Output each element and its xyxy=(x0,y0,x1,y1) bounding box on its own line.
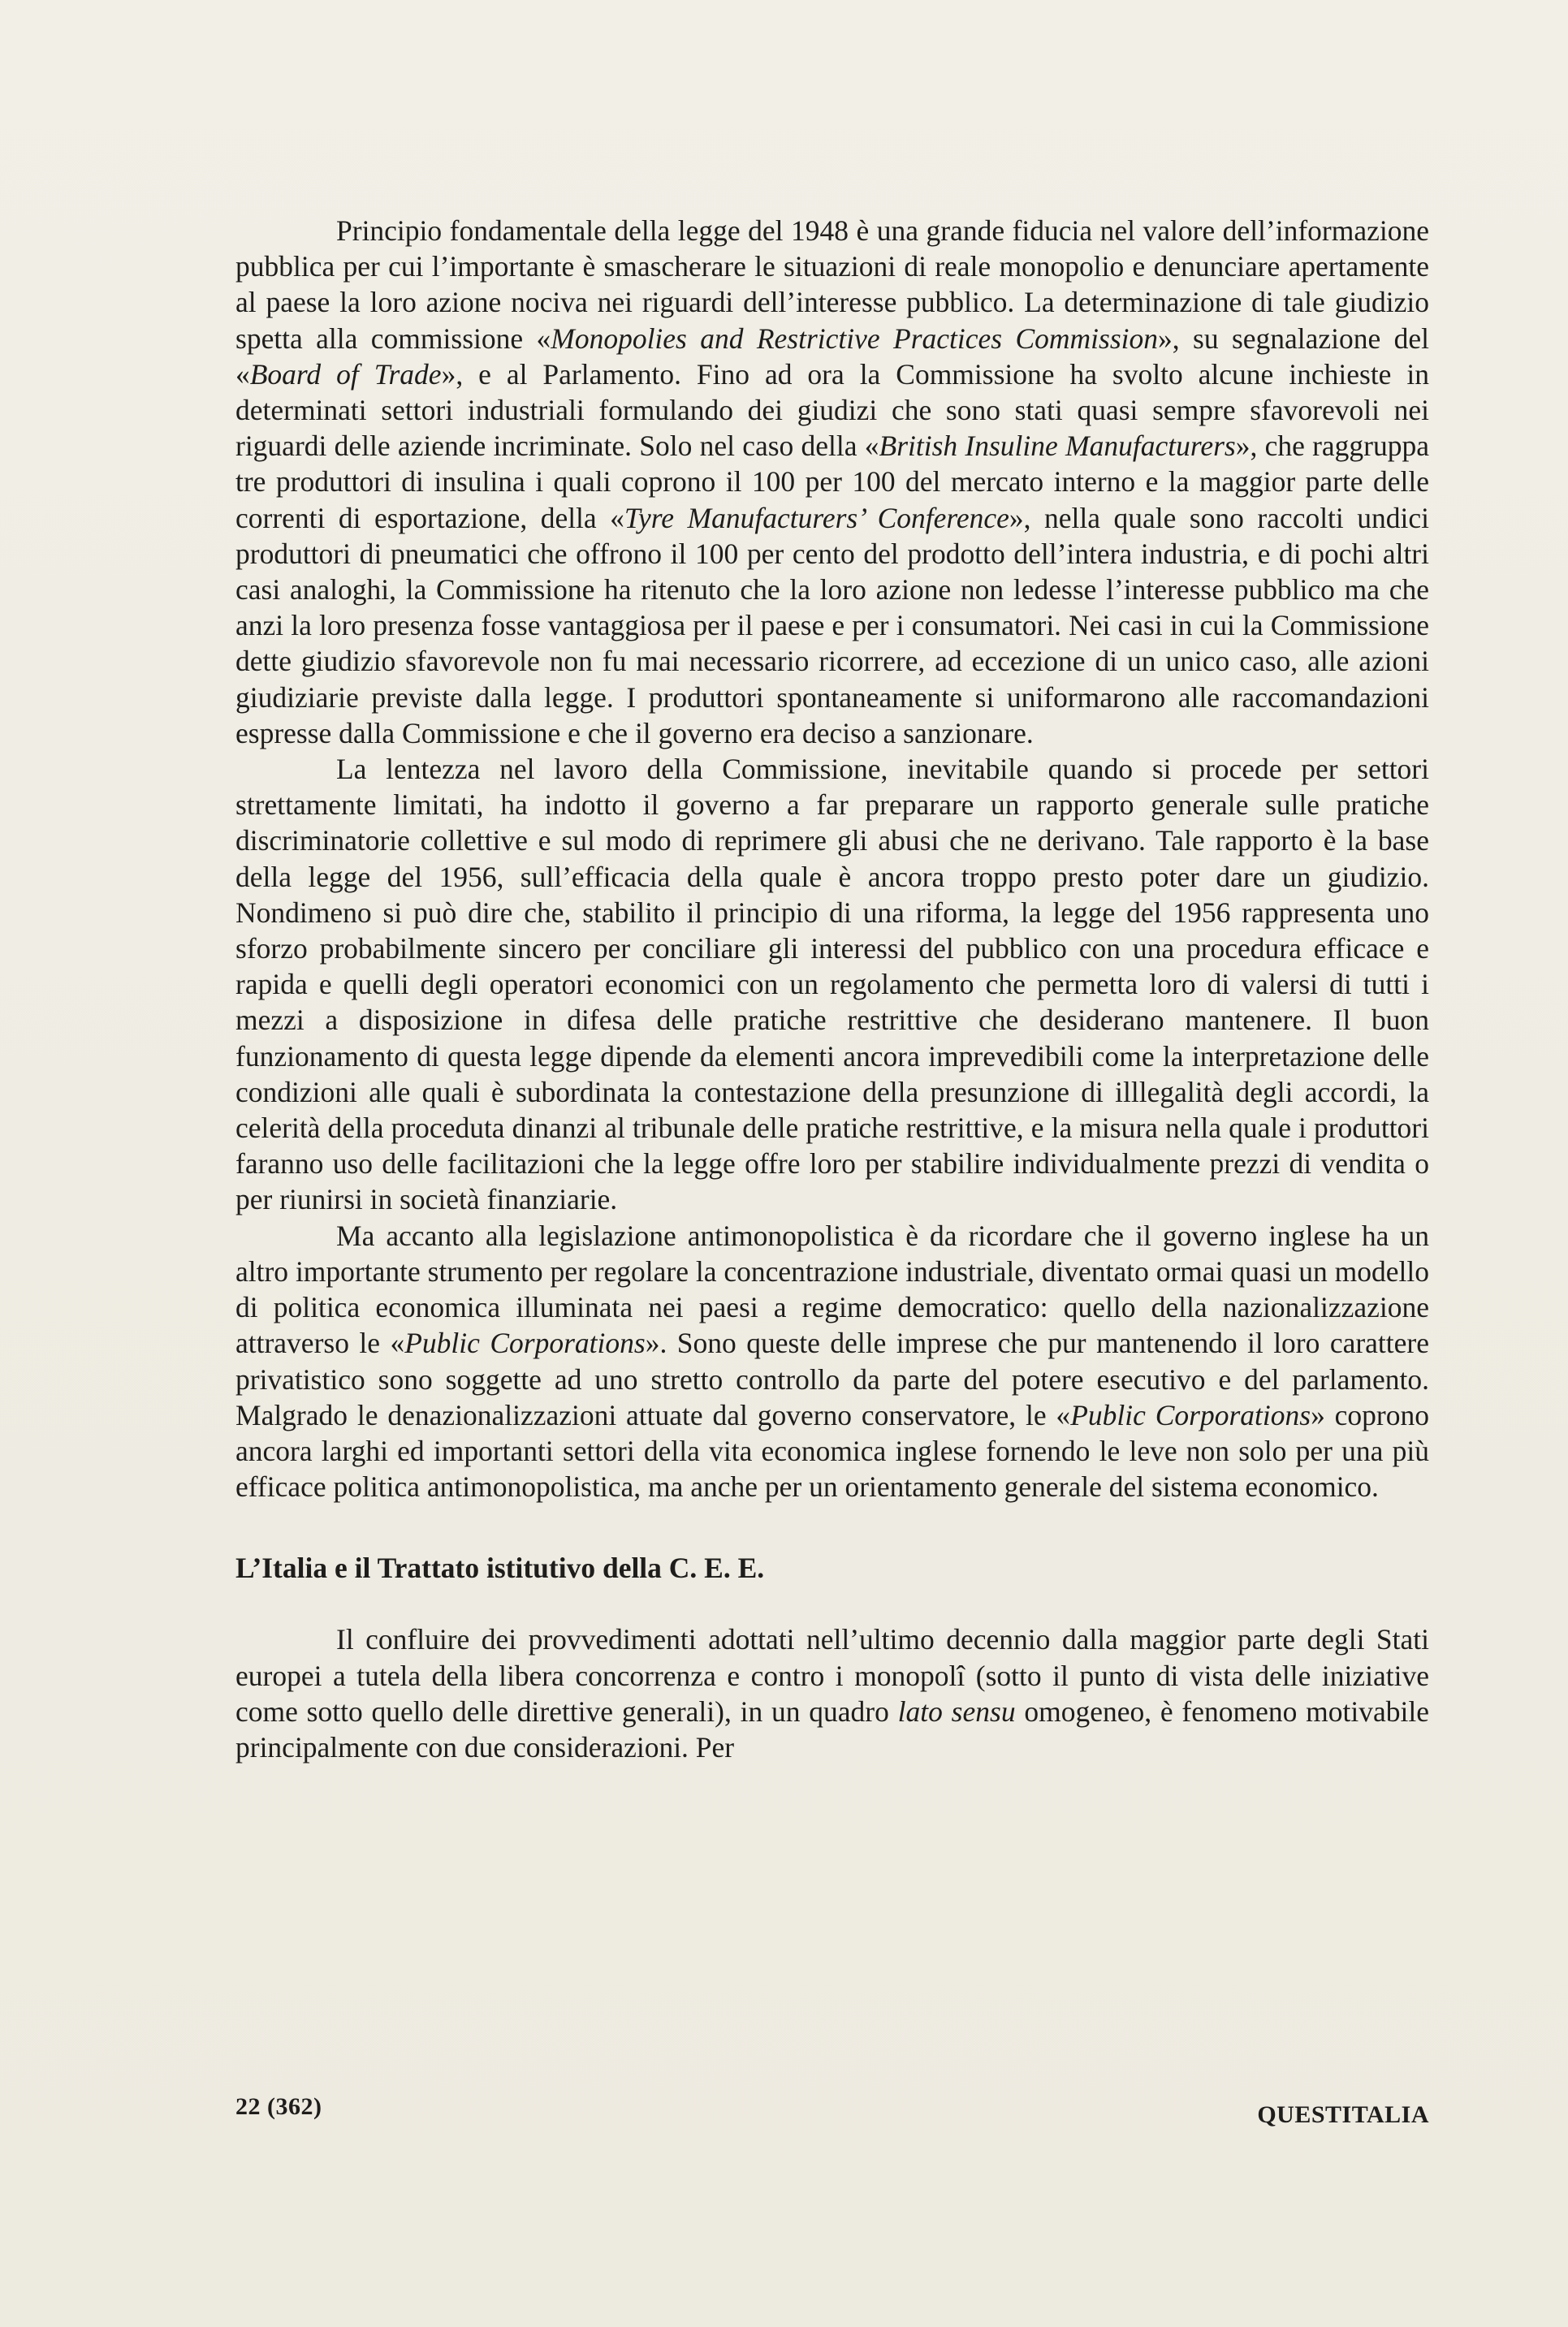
italic-text-segment: British Insuline Manufacturers xyxy=(879,430,1236,463)
page-number: 22 (362) xyxy=(235,2093,322,2120)
text-segment: », e al Parlamento. Fino ad ora la Commissione ha svolto alcune inchieste in determinati settori industriali formulando dei giudizi che sono stati quasi sempre sfavorevoli nei riguardi delle aziende incriminate. Solo nel caso della « xyxy=(235,357,1429,463)
text-segment: Ma accanto alla legislazione antimonopolistica è da ricordare che il governo inglese ha un altro importante strumento per regolare la concentrazione industriale, diventato ormai quasi un modello di politica economica illuminata nei paesi a regime democratico: quello della nazionalizzazione attraverso le « xyxy=(235,1219,1429,1360)
text-segment: Principio fondamentale della legge del 1948 è una grande fiducia nel valore dell’informazione pubblica per cui l’importante è smascherare le situazioni di reale monopolio e denunciare apertamente al paese la loro azione nociva nei riguardi dell’interesse pubblico. La determinazione di tale giudizio spetta alla commissione « xyxy=(235,214,1429,355)
text-segment: », nella quale sono raccolti undici produttori di pneumatici che offrono il 100 per cento del prodotto dell’intera industria, e di pochi altri casi analoghi, la Commissione ha ritenuto che la loro azione non ledesse l’interesse pubblico ma che anzi la loro presenza fosse vantaggiosa per il paese e per i consumatori. Nei casi in cui la Commissione dette giudizio sfavorevole non fu mai necessario ricorrere, ad eccezione di un unico caso, alle azioni giudiziarie previste dalla legge. I produttori spontaneamente si uniformarono alle raccomandazioni espresse dalla Commissione e che il governo era deciso a sanzionare. xyxy=(235,501,1429,749)
text-segment: ». Sono queste delle imprese che pur mantenendo il loro carattere privatistico sono soggette ad uno stretto controllo da parte del potere esecutivo e del parlamento. Malgrado le denazionalizzazioni attuate dal governo conservatore, le « xyxy=(235,1327,1429,1431)
body-paragraph-3 xyxy=(235,1218,1429,1505)
section-paragraph xyxy=(235,1621,1429,1765)
text-column xyxy=(235,213,1429,1765)
italic-text-segment: Public Corporations xyxy=(404,1327,646,1360)
italic-text-segment: Public Corporations xyxy=(1070,1398,1311,1431)
text-segment: » coprono ancora larghi ed importanti settori della vita economica inglese fornendo le leve non solo per una più efficace politica antimonopolistica, ma anche per un orientamento generale del sistema economico. xyxy=(235,1398,1429,1504)
italic-text-segment: Tyre Manufacturers’ Conference xyxy=(624,501,1009,534)
journal-name: QUESTITALIA xyxy=(1257,2101,1429,2128)
italic-text-segment: Board of Trade xyxy=(249,357,442,391)
italic-text-segment: Monopolies and Restrictive Practices Commission xyxy=(551,322,1159,355)
text-segment: », che raggruppa tre produttori di insulina i quali coprono il 100 per 100 del mercato interno e la maggior parte delle correnti di esportazione, della « xyxy=(235,430,1429,534)
text-segment: La lentezza nel lavoro della Commissione, inevitabile quando si procede per settori strettamente limitati, ha indotto il governo a far preparare un rapporto generale sulle pratiche discriminatorie collettive e sul modo di reprimere gli abusi che ne derivano. Tale rapporto è la base della legge del 1956, sull’efficacia della quale è ancora troppo presto poter dare un giudizio. Nondimeno si può dire che, stabilito il principio di una riforma, la legge del 1956 rappresenta uno sforzo probabilmente sincero per conciliare gli interessi del pubblico con una procedura efficace e rapida e quelli degli operatori economici con un regolamento che permetta loro di valersi di tutti i mezzi a disposizione in difesa delle pratiche restrittive che desiderano mantenere. Il buon funzionamento di questa legge dipende da elementi ancora imprevedibili come la interpretazione delle condizioni alle quali è subordinata la contestazione della presunzione di illlegalità degli accordi, la celerità della proceduta dinanzi al tribunale delle pratiche restrittive, e la misura nella quale i produttori faranno uso delle facilitazioni che la legge offre loro per stabilire individualmente prezzi di vendita o per riunirsi in società finanziarie. xyxy=(235,753,1429,1216)
text-segment: Il confluire dei provvedimenti adottati nell’ultimo decennio dalla maggior parte degli Stati europei a tutela della libera concorrenza e contro i monopolî (sotto il punto di vista delle iniziative come sotto quello delle direttive generali), in un quadro xyxy=(235,1623,1429,1728)
italic-text-segment: lato sensu xyxy=(897,1695,1016,1728)
text-segment: », su segnalazione del « xyxy=(235,322,1430,391)
body-paragraph-1 xyxy=(235,213,1429,751)
section-heading: L’Italia e il Trattato istitutivo della C. E. E. xyxy=(235,1552,765,1585)
text-segment: omogeneo, è fenomeno motivabile principalmente con due considerazioni. Per xyxy=(235,1695,1429,1764)
body-paragraph-2 xyxy=(235,751,1429,1218)
